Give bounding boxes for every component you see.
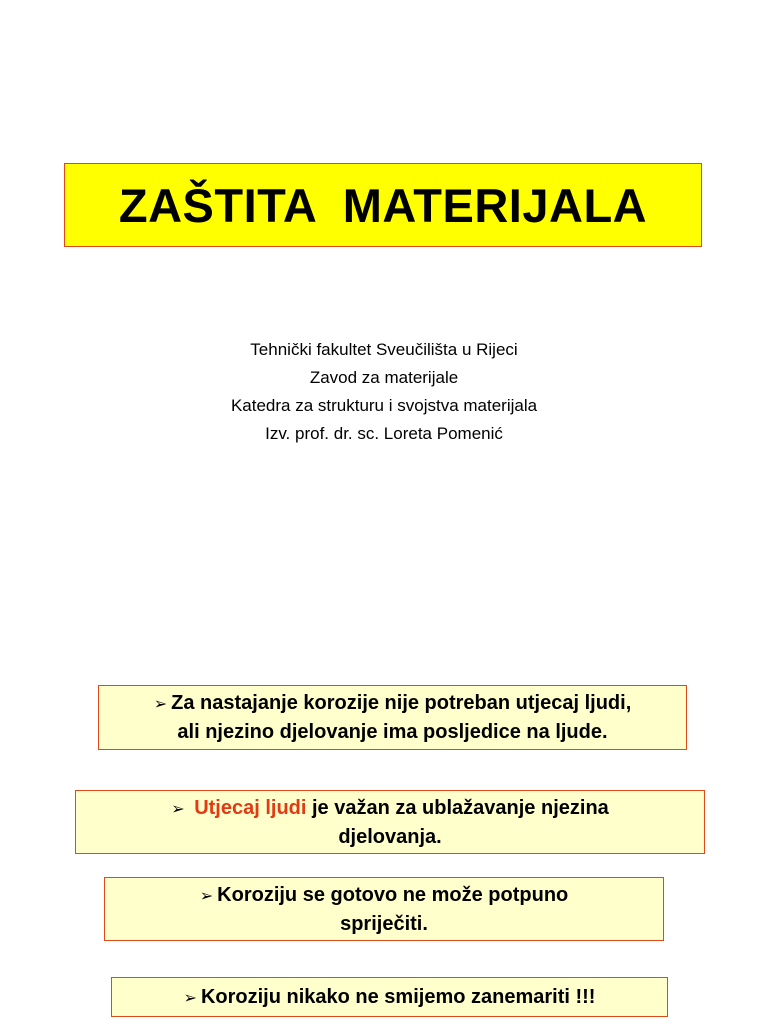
note-box-3	[104, 877, 664, 941]
department-name: Zavod za materijale	[309, 368, 459, 387]
arrow-bullet-icon: ➢	[199, 885, 214, 905]
title-banner	[64, 163, 702, 247]
faculty-name: Tehnički fakultet Sveučilišta u Rijeci	[250, 340, 518, 359]
chair-name: Katedra za strukturu i svojstva materijala	[230, 396, 538, 415]
note-text: spriječiti.	[340, 912, 428, 935]
note-text: djelovanja.	[338, 825, 442, 848]
author-name: Izv. prof. dr. sc. Loreta Pomenić	[265, 424, 503, 443]
author-info	[0, 336, 768, 448]
note-text: ali njezino djelovanje ima posljedice na ljude.	[177, 721, 608, 743]
arrow-bullet-icon: ➢	[153, 694, 168, 713]
note-text: Za nastajanje korozije nije potreban utjecaj ljudi,	[171, 692, 632, 714]
note-highlight: Utjecaj ljudi	[194, 796, 307, 819]
page-title: ZAŠTITA MATERIJALA	[118, 178, 648, 232]
note-box-2	[75, 790, 705, 854]
arrow-bullet-icon: ➢	[183, 987, 197, 1007]
note-text: Koroziju se gotovo ne može potpuno	[217, 883, 569, 906]
note-text: Koroziju nikako ne smijemo zanemariti !!!	[200, 985, 596, 1008]
note-box-1	[98, 685, 687, 750]
note-text: je važan za ublažavanje njezina	[306, 796, 609, 819]
arrow-bullet-icon: ➢	[171, 798, 185, 818]
note-box-4	[111, 977, 668, 1017]
